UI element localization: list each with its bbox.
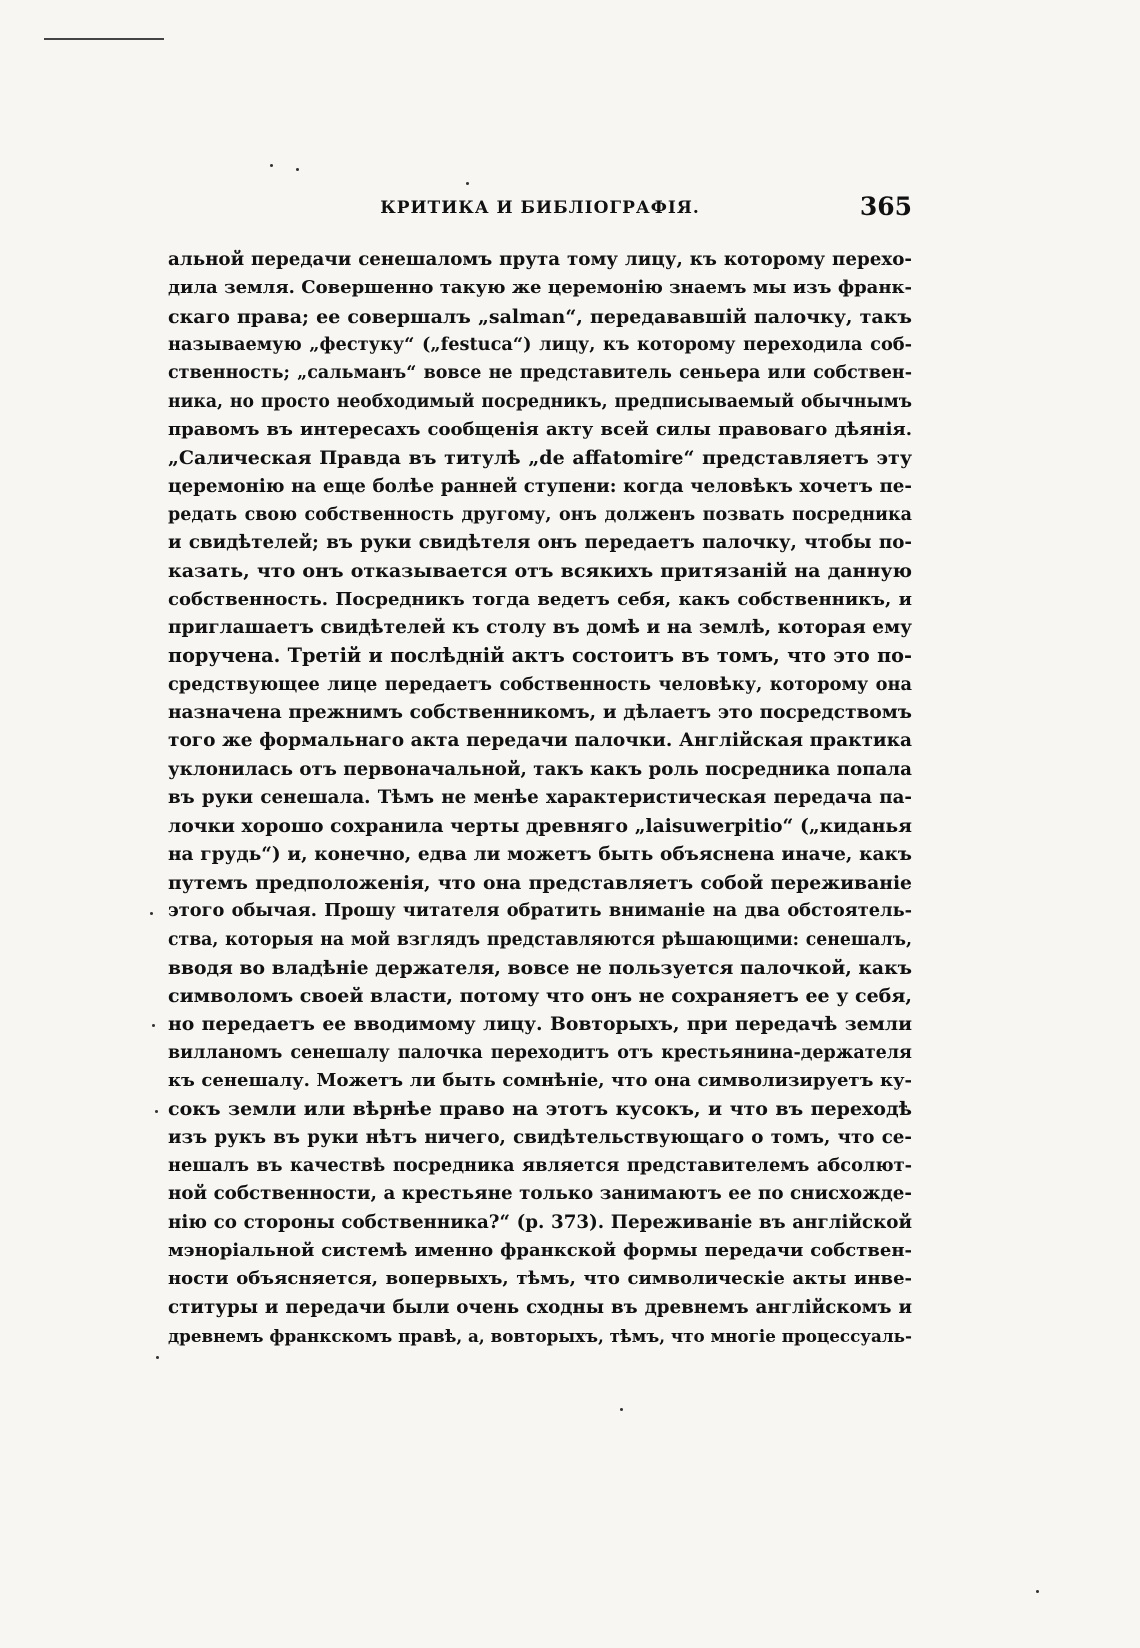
text-line: называемую „фестуку“ („festuca“) лицу, къ которому переходила соб- — [168, 333, 912, 355]
text-line: того же формальнаго акта передачи палочки. Англійская практика — [168, 730, 912, 752]
text-line: средствующее лице передаетъ собственность человѣку, которому она — [168, 673, 912, 695]
scan-speck — [155, 1110, 158, 1113]
scan-speck — [152, 1024, 155, 1027]
page-number: 365 — [859, 192, 912, 221]
text-line: вводя во владѣніе держателя, вовсе не пользуется палочкой, какъ — [168, 956, 912, 979]
scan-speck — [270, 164, 273, 167]
text-line: этого обычая. Прошу читателя обратить вниманіе на два обстоятель- — [168, 900, 912, 922]
text-line: древнемъ франкскомъ правѣ, а, вовторыхъ, тѣмъ, что многіе процессуаль- — [168, 1325, 912, 1346]
text-line: дила земля. Совершенно такую же церемонію знаемъ мы изъ франк- — [168, 277, 912, 299]
scan-speck — [620, 1408, 623, 1411]
top-rule — [44, 38, 164, 40]
text-line: скаго права; ее совершалъ „salman“, передававшій палочку, такъ — [168, 305, 912, 328]
text-line: лочки хорошо сохранила черты древняго „laisuwerpitio“ („киданья — [168, 815, 912, 838]
text-line: но передаетъ ее вводимому лицу. Вовторыхъ, при передачѣ земли — [168, 1013, 912, 1036]
scan-speck — [466, 182, 469, 185]
text-line: собственность. Посредникъ тогда ведетъ себя, какъ собственникъ, и — [168, 588, 912, 610]
text-line: ника, но просто необходимый посредникъ, предписываемый обычнымъ — [168, 391, 912, 412]
text-line: казать, что онъ отказывается отъ всякихъ притязаній на данную — [168, 560, 912, 583]
text-line: символомъ своей власти, потому что онъ не сохраняетъ ее у себя, — [168, 985, 912, 1008]
text-line: уклонилась отъ первоначальной, такъ какъ роль посредника попала — [168, 758, 912, 780]
text-line: ституры и передачи были очень сходны въ древнемъ англійскомъ и — [168, 1296, 912, 1318]
text-line: мэноріальной системѣ именно франкской формы передачи собствен- — [168, 1239, 912, 1261]
text-line: изъ рукъ въ руки нѣтъ ничего, свидѣтельствующаго о томъ, что се- — [168, 1126, 912, 1148]
text-line: назначена прежнимъ собственникомъ, и дѣлаетъ это посредствомъ — [168, 702, 912, 723]
scan-speck — [156, 1356, 159, 1359]
text-line: на грудь“) и, конечно, едва ли можетъ быть объяснена иначе, какъ — [168, 843, 912, 865]
scan-speck — [1036, 1590, 1039, 1593]
scan-speck — [150, 912, 153, 915]
text-line: и свидѣтелей; въ руки свидѣтеля онъ передаетъ палочку, чтобы по- — [168, 532, 912, 554]
text-line: редать свою собственность другому, онъ долженъ позвать посредника — [168, 504, 912, 525]
body-text — [168, 246, 912, 1350]
text-line: альной передачи сенешаломъ прута тому лицу, къ которому перехо- — [168, 249, 912, 270]
text-line: нію со стороны собственника?“ (p. 373). Переживаніе въ англійской — [168, 1211, 912, 1233]
text-line: ной собственности, а крестьяне только занимаютъ ее по снисхожде- — [168, 1183, 912, 1205]
text-line: „Салическая Правда въ титулѣ „de affatomire“ представляетъ эту — [168, 447, 912, 470]
text-line: ности объясняется, вопервыхъ, тѣмъ, что символическіе акты инве- — [168, 1268, 912, 1290]
text-line: въ руки сенешала. Тѣмъ не менѣе характеристическая передача па- — [168, 786, 912, 808]
text-line: вилланомъ сенешалу палочка переходитъ отъ крестьянина-держателя — [168, 1042, 912, 1063]
text-line: ства, которыя на мой взглядъ представляются рѣшающими: сенешалъ, — [168, 929, 912, 950]
scan-speck — [296, 168, 299, 171]
text-line: приглашаетъ свидѣтелей къ столу въ домѣ и на землѣ, которая ему — [168, 617, 912, 639]
page-header — [168, 192, 912, 226]
text-line: сокъ земли или вѣрнѣе право на этотъ кусокъ, и что въ переходѣ — [168, 1098, 912, 1121]
text-line: церемонію на еще болѣе ранней ступени: когда человѣкъ хочетъ пе- — [168, 475, 912, 497]
text-line: къ сенешалу. Можетъ ли быть сомнѣніе, что она символизируетъ ку- — [168, 1070, 912, 1092]
text-line: нешалъ въ качествѣ посредника является представителемъ абсолют- — [168, 1155, 912, 1176]
text-line: ственность; „сальманъ“ вовсе не представитель сеньера или собствен- — [168, 363, 912, 384]
running-head: КРИТИКА И БИБЛІОГРАФІЯ. — [380, 198, 700, 218]
text-line: поручена. Третій и послѣдній актъ состоитъ въ томъ, что это по- — [168, 644, 912, 668]
text-line: правомъ въ интересахъ сообщенія акту всей силы правоваго дѣянія. — [168, 418, 912, 440]
text-line: путемъ предположенія, что она представляетъ собой переживаніе — [168, 871, 912, 894]
